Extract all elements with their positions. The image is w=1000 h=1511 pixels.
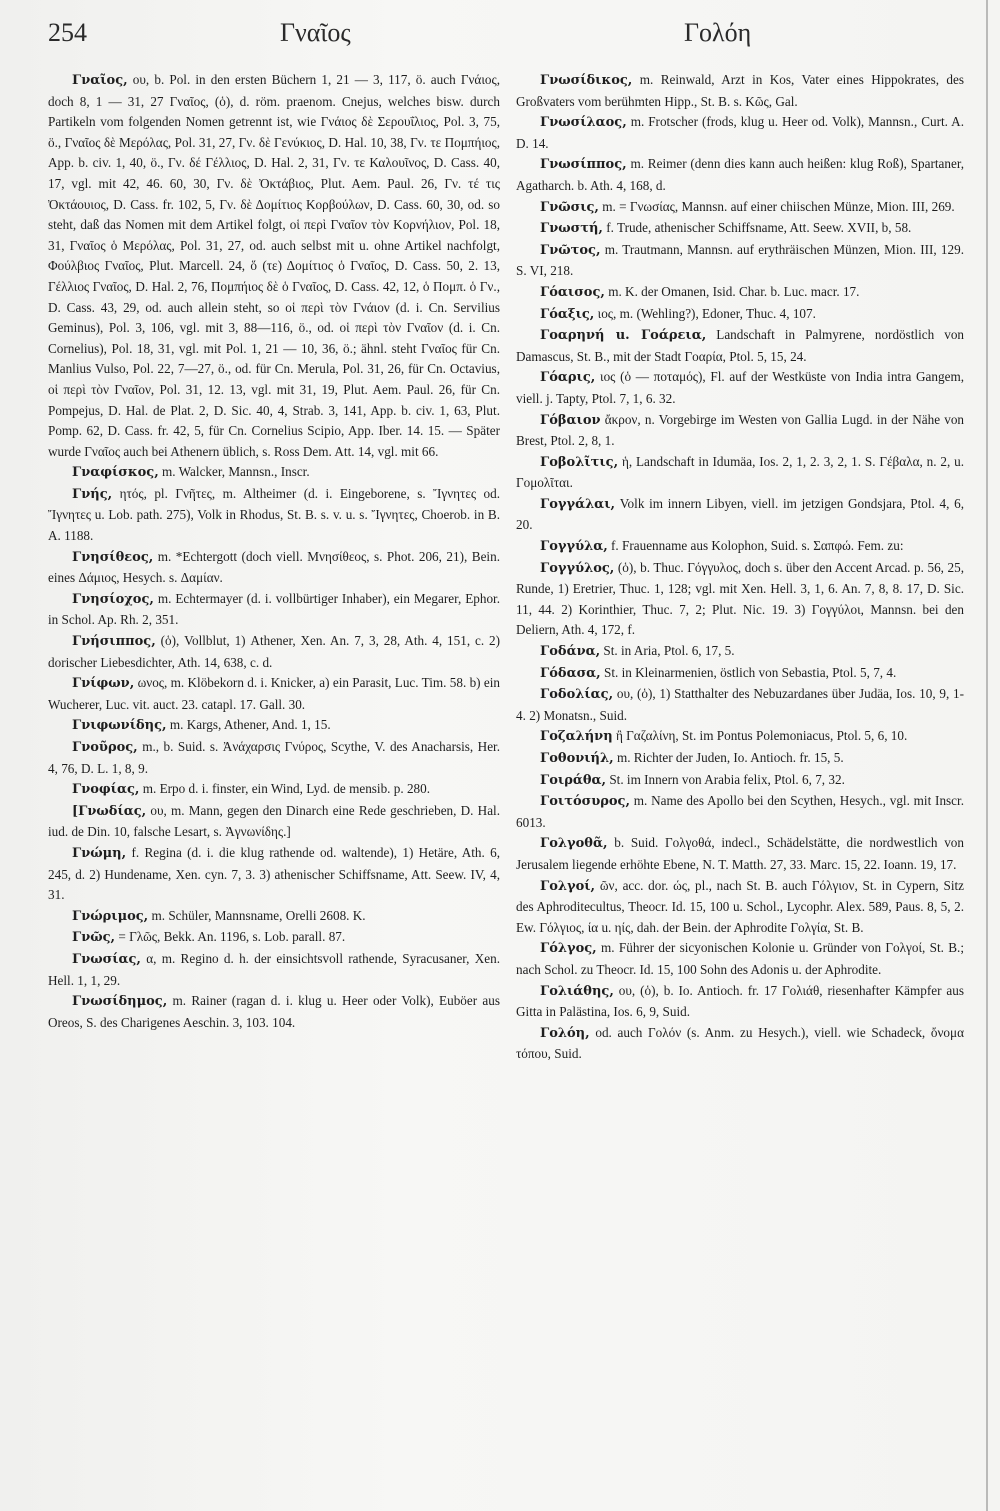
entry-text: m. Walcker, Mannsn., Inscr. — [162, 464, 310, 480]
entry-text: ἢ Γαζαλίνη, St. im Pontus Polemoniacus, Ptol. 5, 6, 10. — [615, 728, 908, 744]
dictionary-entry — [48, 547, 500, 589]
entry-text: St. im Innern von Arabia felix, Ptol. 6, 7, 32. — [609, 771, 845, 787]
dictionary-entry — [48, 737, 500, 779]
dictionary-entry — [48, 70, 500, 462]
dictionary-entry — [48, 631, 500, 673]
entry-headword: [Γνωδίας, — [72, 803, 147, 819]
dictionary-entry — [48, 949, 500, 991]
entry-text: m. Echtermayer (d. i. vollbürtiger Inhaber), ein Megarer, Ephor. in Schol. Ap. Rh. 2, 351. — [48, 590, 501, 628]
entry-headword: Γνησίοχος, — [72, 591, 154, 607]
entry-headword: Γοιτόσυρος, — [540, 794, 630, 810]
entry-headword: Γνωσίλαος, — [540, 115, 627, 131]
entry-headword: Γολόη, — [540, 1025, 590, 1041]
dictionary-entry — [516, 154, 964, 196]
dictionary-entry — [516, 536, 964, 558]
entry-headword: Γογγύλα, — [540, 539, 608, 555]
entry-headword: Γοαρηνή u. Γοάρεια, — [540, 328, 707, 344]
dictionary-entry — [48, 779, 500, 801]
entry-headword: Γνής, — [72, 486, 113, 502]
entry-text: m. Erpo d. i. finster, ein Wind, Lyd. de mensib. p. 280. — [142, 781, 431, 797]
dictionary-entry — [516, 70, 964, 112]
entry-text: od. auch Γολόν (s. Anm. zu Hesych.), viell. wie Schadeck, ὄνομα τόπου, Suid. — [516, 1024, 965, 1062]
dictionary-entry — [516, 726, 964, 748]
entry-headword: Γνωσίππος, — [540, 157, 627, 173]
entry-text: ἡ, Landschaft in Idumäa, Ios. 2, 1, 2. 3, 2, 1. S. Γέβαλα, n. 2, u. Γομολῖται. — [516, 453, 964, 491]
entry-headword: Γνιφωνίδης, — [72, 718, 167, 734]
entry-text: f. Regina (d. i. die klug rathende od. waltende), 1) Hetäre, Ath. 6, 245, d. 2) Hundename, Xen. cyn. 7, 3. 3) athenischer Schiffsname, Att. Seew. IV, 4, 31. — [48, 844, 501, 903]
entry-headword: Γνωσίας, — [72, 951, 141, 967]
entry-text: St. in Aria, Ptol. 6, 17, 5. — [603, 643, 735, 659]
dictionary-entry — [516, 304, 964, 326]
entry-headword: Γοζαλήνη — [540, 729, 613, 745]
dictionary-entry — [516, 641, 964, 663]
entry-headword: Γνώριμος, — [72, 908, 149, 924]
entry-text: (ὁ), b. Thuc. Γόγγυλος, doch s. über den Accent Arcad. p. 56, 25, Runde, 1) Eretrier, Thuc. 1, 128; vgl. mit Xen. Hell. 3, 1, 6. An. 7, 8, 8. 17, D. Sic. 11, 44. 2) Korinthier, Thuc. 7, 2; Plut. Nic. 19. 3) Γογγύλοι, Mannsn. bei den Deliern, Ath. 4, 172, f. — [516, 559, 965, 638]
entry-headword: Γνώμη, — [72, 845, 127, 861]
entry-text: m. Trautmann, Mannsn. auf erythräischen Münzen, Mion. III, 129. S. VI, 218. — [516, 241, 964, 279]
entry-headword: Γογγύλος, — [540, 560, 615, 576]
entry-text: m. Reimer (denn dies kann auch heißen: klug Roß), Spartaner, Agatharch. b. Ath. 4, 168, d. — [516, 156, 964, 193]
dictionary-entry — [516, 1023, 964, 1065]
entry-text: ου, (ὁ), b. Io. Antioch. fr. 17 Γολιάθ, riesenhafter Kämpfer aus Gitta in Palästina, Ios. 6, 9, Suid. — [516, 982, 965, 1020]
dictionary-entry — [516, 833, 964, 875]
dictionary-entry — [516, 770, 964, 792]
entry-headword: Γνοφίας, — [72, 782, 140, 798]
entry-text: m., b. Suid. s. Ἀνάχαρσις Γνύρος, Scythe, V. des Anacharsis, Her. 4, 76, D. L. 1, 8, 9. — [48, 739, 501, 776]
dictionary-entry — [48, 927, 500, 949]
entry-headword: Γνησίθεος, — [72, 549, 154, 565]
left-column — [48, 70, 500, 1033]
entry-headword: Γνίφων, — [72, 676, 135, 692]
entry-text: α, m. Regino d. h. der einsichtsvoll rathende, Syracusaner, Xen. Hell. 1, 1, 29. — [48, 950, 500, 988]
entry-text: ωνος, m. Klöbekorn d. i. Knicker, a) ein Parasit, Luc. Tim. 58. b) ein Wucherer, Luc. vit. auct. 23. catapl. 17. Gall. 30. — [48, 675, 500, 712]
entry-headword: Γνῶτος, — [540, 242, 601, 258]
dictionary-entry — [516, 748, 964, 770]
dictionary-entry — [48, 843, 500, 906]
entry-text: m. = Γνωσίας, Mannsn. auf einer chiischen Münze, Mion. III, 269. — [602, 198, 955, 214]
entry-text: ιος (ὁ — ποταμός), Fl. auf der Westküste von India intra Gangem, viell. j. Tapty, Ptol. 7, 1, 6. 32. — [516, 369, 965, 406]
dictionary-entry — [516, 791, 964, 833]
dictionary-entry — [516, 367, 964, 409]
dictionary-entry — [516, 240, 964, 282]
dictionary-entry — [48, 462, 500, 484]
entry-headword: Γόλγος, — [540, 941, 597, 957]
entry-headword: Γνῶσις, — [540, 199, 599, 215]
entry-text: Landschaft in Palmyrene, nordöstlich von Damascus, St. B., mit der Stadt Γοαρία, Ptol. 5, 15, 24. — [516, 327, 965, 364]
entry-text: St. in Kleinarmenien, östlich von Sebastia, Ptol. 5, 7, 4. — [604, 664, 897, 680]
entry-headword: Γοδάνα, — [540, 644, 601, 660]
entry-headword: Γόαρις, — [540, 370, 596, 386]
entry-text: Volk im innern Libyen, viell. im jetzigen Gondsjara, Ptol. 4, 6, 20. — [516, 495, 964, 533]
dictionary-entry — [48, 801, 500, 843]
entry-headword: Γναῖος, — [72, 73, 128, 88]
entry-headword: Γνήσιππος, — [72, 634, 156, 650]
dictionary-entry — [516, 876, 964, 939]
dictionary-entry — [516, 938, 964, 980]
entry-text: = Γλῶς, Bekk. An. 1196, s. Lob. parall. 87. — [118, 929, 346, 945]
dictionary-entry — [516, 452, 964, 494]
page-edge-line — [986, 0, 988, 1511]
entry-headword: Γνῶς, — [72, 930, 116, 946]
entry-text: m. K. der Omanen, Isid. Char. b. Luc. macr. 17. — [608, 283, 860, 299]
left-guide-word: Γναῖος — [280, 18, 351, 47]
entry-text: m. Führer der sicyonischen Kolonie u. Gründer von Γολγοί, St. B.; nach Schol. zu Theocr. Id. 15, 100 Sohn des Adonis u. der Aphrodite. — [516, 940, 964, 977]
entry-text: ῶν, acc. dor. ώς, pl., nach St. B. auch Γόλγιον, St. in Cypern, Sitz des Aphroditecultus, Theocr. Id. 15, 100 u. Schol., Lycophr. Alex. 589, Paus. 8, 5, 2. Ew. Γόλγιος, ία u. ηίς, dah. der Bein. der Aphrodite Γολγία, St. B. — [516, 877, 964, 935]
dictionary-entry — [48, 673, 500, 715]
entry-headword: Γολγοθᾶ, — [540, 836, 608, 852]
entry-headword: Γνοῦρος, — [72, 740, 138, 755]
entry-text: ου, m. Mann, gegen den Dinarch eine Rede geschrieben, D. Hal. iud. de Din. 10, falsche Lesart, s. Ἀγνωνίδης.] — [48, 802, 501, 840]
dictionary-entry — [48, 906, 500, 928]
dictionary-entry — [516, 282, 964, 304]
entry-headword: Γοθονιήλ, — [540, 751, 614, 766]
dictionary-entry — [516, 325, 964, 367]
entry-text: m. Schüler, Mannsname, Orelli 2608. K. — [151, 907, 366, 923]
entry-headword: Γνωστή, — [540, 221, 603, 237]
dictionary-entry — [516, 981, 964, 1023]
entry-headword: Γοδολίας, — [540, 687, 614, 703]
entry-headword: Γόδασα, — [540, 665, 601, 681]
dictionary-entry — [516, 197, 964, 219]
entry-headword: Γναφίσκος, — [72, 465, 159, 481]
entry-headword: Γόαξις, — [540, 306, 595, 322]
dictionary-entry — [516, 684, 964, 726]
entry-headword: Γοβολῖτις, — [540, 454, 619, 470]
entry-text: ου, b. Pol. in den ersten Büchern 1, 21 — 3, 117, ö. auch Γνάιος, doch 8, 1 — 31, 27 Γναῖος, (ὁ), d. röm. praenom. Cnejus, welches bisw. durch Partikeln vom folgenden Nomen getrennt ist, wie Γνάιος δὲ Σερουΐλιος, Pol. 3, 75, ö., Γναῖος δὲ Μερόλας, Pol. 31, 27, Γν. δὲ Γενύκιος, D. Hal. 10, 38, Γν. τε Πομπήιος, App. b. civ. 1, 40, ö., Γν. δέ Γέλλιος, D. Hal. 2, 31, Γν. τε Καλουῖνος, D. Cass. 40, 17, vgl. mit 42, 46. 60, 30, Γν. δὲ Ὀκτάβιος, Plut. Aem. Paul. 26, Γν. τέ τις Ὀκτάουιος, D. Cass. fr. 102, 5, Γν. δὲ Δομίτιος Κορβούλων, D. Cass. 60, 30, od. so steht, daß das Nomen mit dem Artikel folgt, οἱ περὶ Γναῖον τὸν Κορνήλιον, Pol. 18, 31, Γναῖος ὁ Μερόλας, Pol. 31, 27, od. auch selbst mit u. ohne Artikel nachfolgt, Φούλβιος Γναῖος, Plut. Marcell. 24, ὅ (τε) Δομίτιος ὁ Γναῖος, D. Cass. 50, 2. 13, Γέλλιος Γναῖος, D. Hal. 2, 76, Πομπήιος δὲ ὁ Γναῖος, D. Cass. 42, 12, ὁ Πομπ. ὁ Γν., D. Cass. 43, 29, od. auch allein steht, so οἱ περὶ τὸν Γνάιον (d. i. Cn. Servilius Geminus), Pol. 3, 106, vgl. mit 3, 88—116, ö., od. οἱ περὶ τὸν Γναῖον (d. i. Cn. Cornelius), Pol. 18, 31, vgl. mit Pol. 1, 21 — 10, 36, ö.; ähnl. steht Γναῖος für Cn. Manlius Vulso, Pol. 22, 7—27, ö., od. für Cn. Merula, Pol. 31, 26, für Cn. Octavius, οἱ περὶ τὸν Γναῖον, Pol. 31, 12. 13, vgl. mit 31, 19, Plut. Aem. Paul. 26, für Cn. Pompejus, D. Hal. de Plat. 2, D. Sic. 40, 4, Strab. 3, 141, App. b. civ. 1, 63, Plut. Pomp. 62, D. Cass. fr. 42, 5, für Cn. Cornelius Scipio, App. Iber. 14. 15. — Später wurde Γναῖος auch bei Athenern üblich, s. Ross Dem. Att. 14, vgl. mit 66. — [48, 72, 500, 459]
right-column — [516, 70, 964, 1065]
entry-headword: Γογγάλαι, — [540, 496, 616, 512]
entry-headword: Γνωσίδημος, — [72, 994, 168, 1010]
page-number: 254 — [48, 18, 87, 47]
entry-text: ιος, m. (Wehling?), Edoner, Thuc. 4, 107. — [597, 305, 816, 321]
entry-headword: Γολγοί, — [540, 878, 596, 894]
dictionary-entry — [516, 410, 964, 452]
dictionary-entry — [516, 494, 964, 536]
entry-text: m. Richter der Juden, Io. Antioch. fr. 15, 5. — [616, 750, 844, 765]
dictionary-entry — [48, 991, 500, 1033]
entry-text: f. Frauenname aus Kolophon, Suid. s. Σαπφώ. Fem. zu: — [611, 538, 904, 554]
entry-headword: Γοιράθα, — [540, 772, 607, 788]
dictionary-entry — [48, 589, 500, 631]
entry-text: b. Suid. Γολγοθά, indecl., Schädelstätte, die nordwestlich von Jerusalem liegende erhöhte Ebene, N. T. Matth. 27, 33. Marc. 15, 22. Ioann. 19, 17. — [516, 835, 964, 872]
dictionary-entry — [516, 112, 964, 154]
dictionary-entry — [516, 663, 964, 685]
entry-text: m. *Echtergott (doch viell. Μνησίθεος, s. Phot. 206, 21), Bein. eines Δάμιος, Hesych. s. Δαμίαν. — [48, 548, 500, 586]
entry-headword: Γνωσίδικος, — [540, 73, 633, 88]
entry-text: m. Reinwald, Arzt in Kos, Vater eines Hippokrates, des Großvaters vom berühmten Hipp., St. B. s. Κῶς, Gal. — [516, 72, 964, 109]
page-header — [48, 18, 960, 58]
right-guide-word: Γολόη — [684, 18, 752, 47]
entry-headword: Γόβαιον — [540, 412, 601, 428]
dictionary-entry — [516, 558, 964, 641]
entry-text: m. Name des Apollo bei den Scythen, Hesych., vgl. mit Inscr. 6013. — [516, 793, 964, 830]
entry-text: ἄκρον, n. Vorgebirge im Westen von Gallia Lugd. in der Nähe von Brest, Ptol. 2, 8, 1. — [516, 411, 965, 449]
dictionary-entry — [516, 218, 964, 240]
dictionary-entry — [48, 715, 500, 737]
entry-text: m. Kargs, Athener, And. 1, 15. — [169, 717, 331, 733]
entry-text: (ὁ), Vollblut, 1) Athener, Xen. An. 7, 3, 28, Ath. 4, 151, c. 2) dorischer Liebesdichter, Ath. 14, 638, c. d. — [48, 633, 500, 670]
entry-text: ητός, pl. Γνῆτες, m. Altheimer (d. i. Eingeborene, s. Ἴγνητες od. Ἴγνητες u. Lob. path. 275), Volk in Rhodus, St. B. s. v. u. s. Ἴγνητες, Choerob. in B. A. 1188. — [48, 485, 501, 544]
entry-headword: Γολιάθης, — [540, 983, 614, 999]
entry-text: f. Trude, athenischer Schiffsname, Att. Seew. XVII, b, 58. — [606, 220, 912, 236]
entry-text: m. Frotscher (frods, klug u. Heer od. Volk), Mannsn., Curt. A. D. 14. — [516, 114, 965, 151]
entry-text: m. Rainer (ragan d. i. klug u. Heer oder Volk), Euböer aus Oreos, S. des Charigenes Aeschin. 3, 103. 104. — [48, 993, 500, 1030]
entry-text: ου, (ὁ), 1) Statthalter des Nebuzardanes über Judäa, Ios. 10, 9, 1-4. 2) Monatsn., Suid. — [516, 686, 965, 723]
dictionary-entry — [48, 484, 500, 547]
entry-headword: Γόαισος, — [540, 284, 605, 300]
